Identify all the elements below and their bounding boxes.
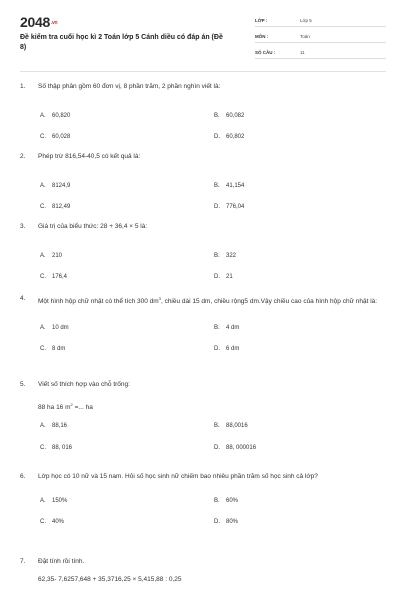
- meta-value: 11: [300, 49, 305, 55]
- option-d[interactable]: D. 6 dm: [214, 346, 240, 353]
- option-c[interactable]: C. 88, 016: [40, 445, 73, 452]
- question-1: [20, 82, 380, 140]
- option-a[interactable]: A. 150%: [40, 498, 68, 504]
- options: [38, 92, 380, 140]
- question-number: 4.: [20, 295, 26, 302]
- logo-sub: .vn: [50, 20, 58, 27]
- options: [38, 232, 380, 280]
- calculation-line: 62,35- 7,6257,648 + 35,3716,25 × 5,415,88 : 0,25: [38, 576, 182, 583]
- option-a[interactable]: A. 210: [40, 253, 63, 259]
- question-number: 1.: [20, 83, 26, 90]
- option-d[interactable]: D. 88, 000016: [214, 445, 257, 452]
- question-number: 6.: [20, 473, 26, 480]
- option-c[interactable]: C. 8 dm: [40, 346, 66, 353]
- option-d[interactable]: D. 21: [214, 274, 233, 280]
- question-4: [20, 294, 380, 355]
- options: [38, 413, 380, 461]
- option-d[interactable]: D. 60,802: [214, 134, 245, 140]
- question-text: Một hình hộp chữ nhật có thể tích 300 $dm^3$, chiều dài 15 dm, chiều rộng5 dm.Vậy chiều cao của hình hộp chữ nhật là:: [38, 296, 378, 306]
- logo-main: 2048: [20, 14, 50, 30]
- option-c[interactable]: C. 60,028: [40, 134, 71, 140]
- meta-row-class: [255, 14, 386, 27]
- option-a[interactable]: A. 88,16: [40, 423, 68, 430]
- meta-label: SỐ CÂU :: [255, 49, 276, 55]
- option-b[interactable]: B. 322: [214, 253, 237, 259]
- document-title: Đề kiểm tra cuối học kì 2 Toán lớp 5 Cánh diều có đáp án (Đề 8): [20, 34, 223, 51]
- question-3: [20, 222, 380, 280]
- option-a[interactable]: A. 8124,9: [40, 183, 71, 189]
- meta-table: [255, 14, 386, 62]
- option-d[interactable]: D. 80%: [214, 519, 239, 525]
- question-expression: 88 ha 16 $m^2$ =... ha: [38, 402, 93, 412]
- option-a[interactable]: A. 60,820: [40, 113, 71, 119]
- question-text: Giá trị của biểu thức: 28 + 36,4 × 5 là:: [38, 223, 148, 230]
- site-logo[interactable]: [20, 14, 57, 30]
- question-text: Phép trừ 816,54-40,5 có kết quả là:: [38, 153, 141, 160]
- question-number: 2.: [20, 153, 26, 160]
- option-b[interactable]: B. 60%: [214, 498, 239, 504]
- options: [38, 307, 380, 355]
- options: [38, 162, 380, 210]
- question-2: [20, 152, 380, 210]
- meta-row-subject: [255, 30, 386, 43]
- meta-value: Toán: [300, 33, 310, 39]
- question-number: 5.: [20, 381, 26, 388]
- option-b[interactable]: B. 88,0016: [214, 423, 248, 430]
- question-text: Viết số thích hợp vào chỗ trống:: [38, 381, 130, 388]
- question-text: Đặt tính rồi tính.: [38, 558, 85, 565]
- meta-label: MÔN :: [255, 33, 269, 39]
- question-5: [20, 380, 380, 461]
- meta-value: Lớp 5: [300, 17, 312, 23]
- option-b[interactable]: B. 4 dm: [214, 325, 240, 332]
- meta-label: LỚP :: [255, 17, 268, 23]
- page-header: [20, 10, 386, 66]
- question-text: Số thập phân gồm 60 đơn vị, 8 phần trăm, 2 phần nghìn viết là:: [38, 83, 221, 90]
- option-c[interactable]: C. 176,4: [40, 274, 68, 280]
- question-6: [20, 472, 380, 530]
- option-c[interactable]: C. 40%: [40, 519, 65, 525]
- option-b[interactable]: B. 41,154: [214, 183, 245, 189]
- option-a[interactable]: A. 10 dm: [40, 325, 69, 332]
- header-divider: [20, 71, 386, 72]
- question-number: 3.: [20, 223, 26, 230]
- options: [38, 482, 380, 530]
- meta-row-count: [255, 46, 386, 59]
- option-c[interactable]: C. 812,49: [40, 204, 71, 210]
- question-7: [20, 557, 380, 585]
- question-number: 7.: [20, 558, 26, 565]
- option-d[interactable]: D. 776,04: [214, 204, 245, 210]
- question-text: Lớp học có 10 nữ và 15 nam. Hỏi số học sinh nữ chiếm bao nhiêu phần trăm số học sinh cả lớp?: [38, 473, 318, 480]
- option-b[interactable]: B. 60,082: [214, 113, 245, 119]
